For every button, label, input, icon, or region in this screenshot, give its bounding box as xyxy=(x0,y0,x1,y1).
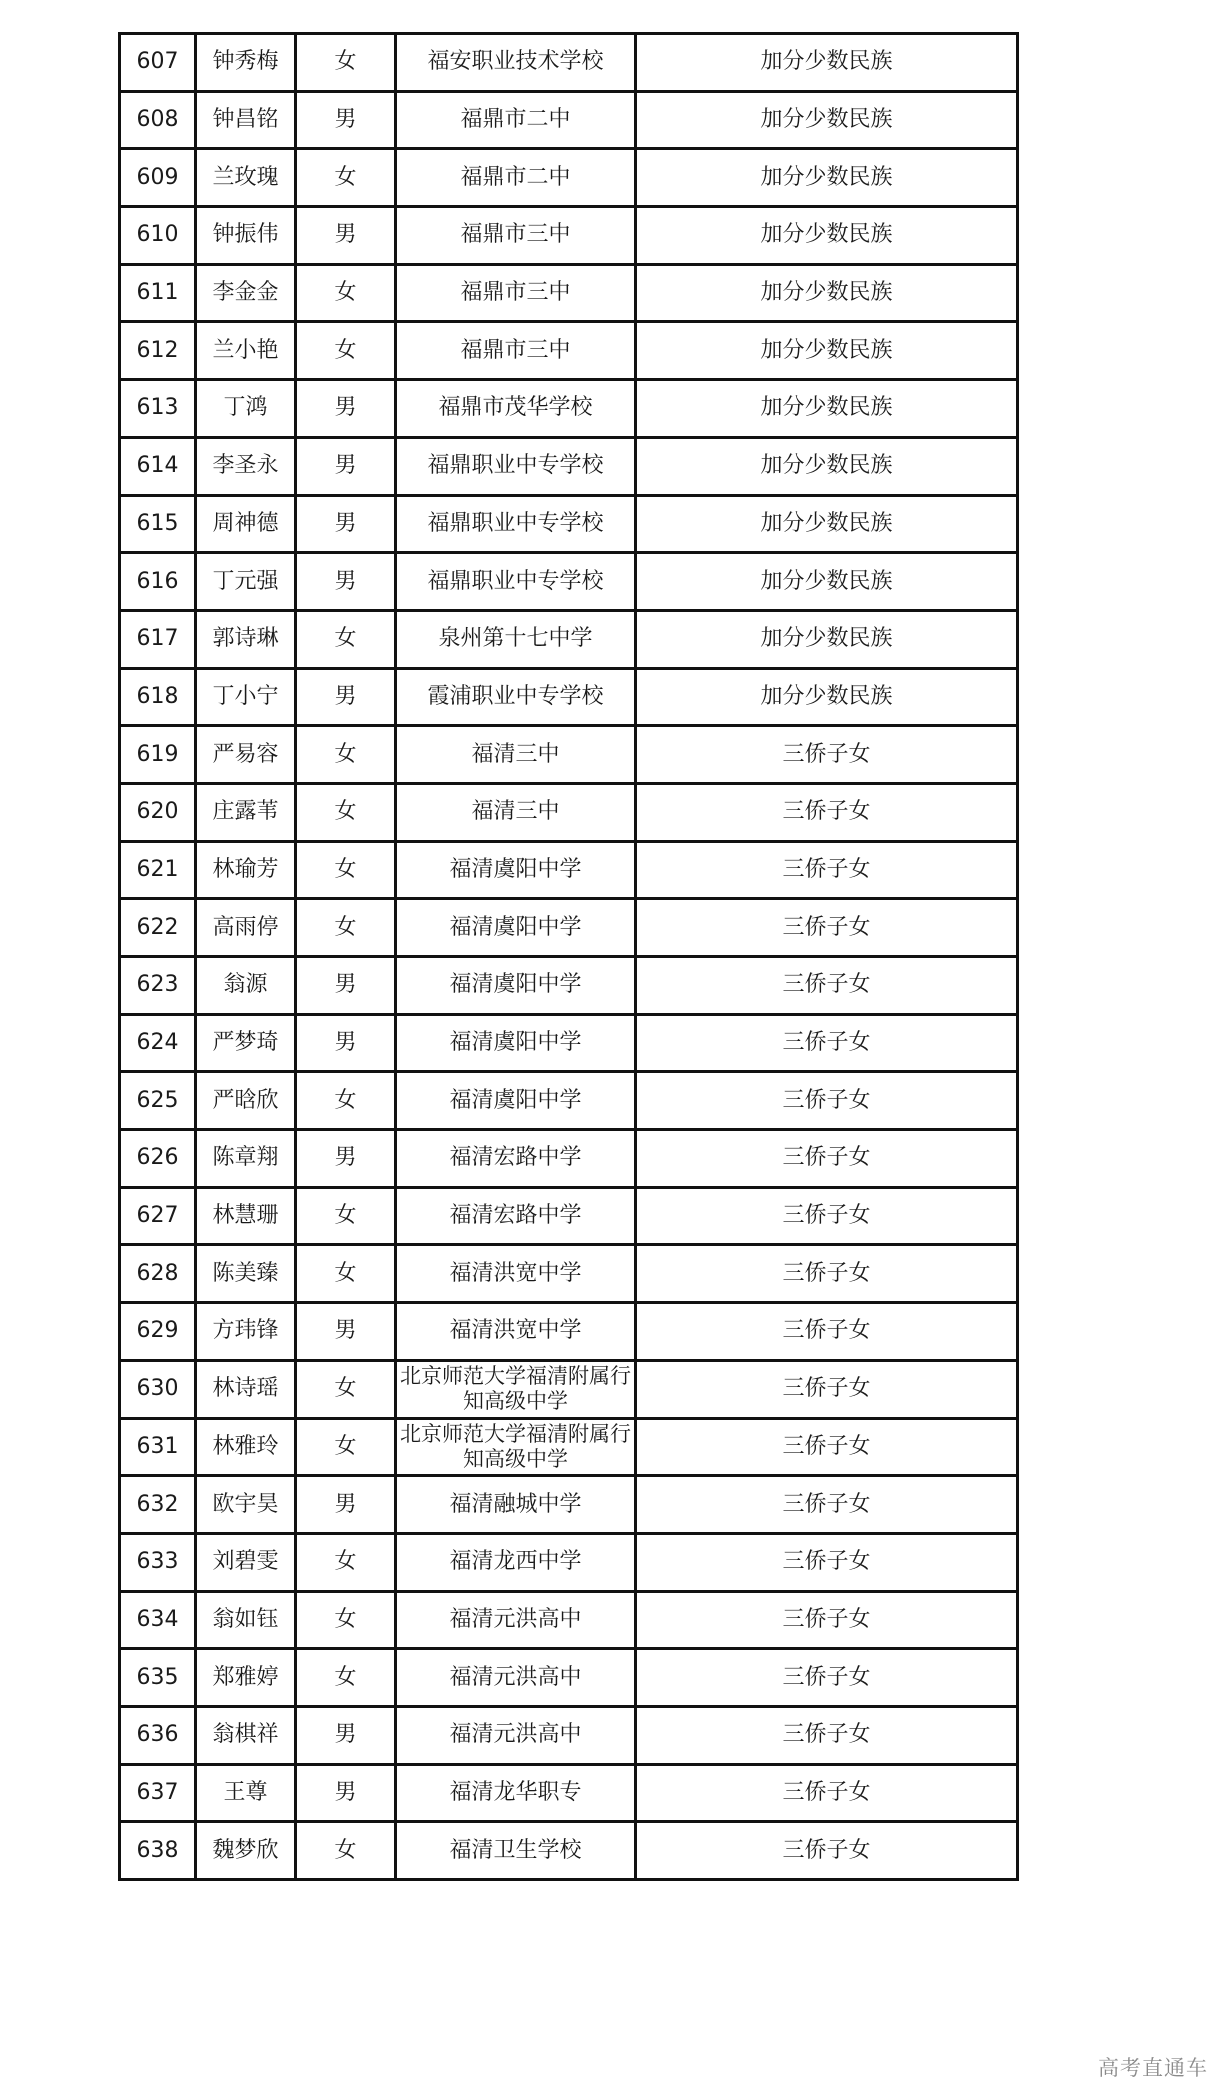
student-name-cell: 严晗欣 xyxy=(196,1072,296,1130)
school-cell: 福清宏路中学 xyxy=(396,1187,636,1245)
category-cell: 加分少数民族 xyxy=(636,380,1018,438)
category-cell: 三侨子女 xyxy=(636,1130,1018,1188)
serial-number-cell: 612 xyxy=(120,322,196,380)
table-row xyxy=(120,1418,1018,1476)
gender-cell: 女 xyxy=(296,149,396,207)
category-cell: 三侨子女 xyxy=(636,1360,1018,1418)
student-name-cell: 庄露苇 xyxy=(196,783,296,841)
serial-number-cell: 638 xyxy=(120,1822,196,1880)
gender-cell: 女 xyxy=(296,1187,396,1245)
table-row xyxy=(120,264,1018,322)
category-cell: 三侨子女 xyxy=(636,1418,1018,1476)
serial-number-cell: 617 xyxy=(120,610,196,668)
gender-cell: 男 xyxy=(296,91,396,149)
school-cell: 福鼎市二中 xyxy=(396,149,636,207)
school-cell: 北京师范大学福清附属行知高级中学 xyxy=(396,1360,636,1418)
school-cell: 福清元洪高中 xyxy=(396,1591,636,1649)
school-cell: 福鼎职业中专学校 xyxy=(396,553,636,611)
student-name-cell: 严易容 xyxy=(196,726,296,784)
table-row xyxy=(120,1187,1018,1245)
gender-cell: 女 xyxy=(296,1072,396,1130)
serial-number-cell: 630 xyxy=(120,1360,196,1418)
serial-number-cell: 624 xyxy=(120,1014,196,1072)
table-row xyxy=(120,1649,1018,1707)
serial-number-cell: 620 xyxy=(120,783,196,841)
student-name-cell: 钟振伟 xyxy=(196,207,296,265)
serial-number-cell: 616 xyxy=(120,553,196,611)
watermark-text: 高考直通车 xyxy=(1098,2056,1208,2080)
table-row xyxy=(120,1303,1018,1361)
school-cell: 福鼎市茂华学校 xyxy=(396,380,636,438)
serial-number-cell: 611 xyxy=(120,264,196,322)
student-name-cell: 郑雅婷 xyxy=(196,1649,296,1707)
serial-number-cell: 622 xyxy=(120,899,196,957)
category-cell: 三侨子女 xyxy=(636,1822,1018,1880)
table-row xyxy=(120,783,1018,841)
category-cell: 加分少数民族 xyxy=(636,553,1018,611)
school-cell: 福清宏路中学 xyxy=(396,1130,636,1188)
table-row xyxy=(120,322,1018,380)
school-cell: 福鼎市三中 xyxy=(396,264,636,322)
student-name-cell: 林慧珊 xyxy=(196,1187,296,1245)
school-cell: 福清虞阳中学 xyxy=(396,1014,636,1072)
school-cell: 福清虞阳中学 xyxy=(396,841,636,899)
serial-number-cell: 621 xyxy=(120,841,196,899)
student-name-cell: 高雨停 xyxy=(196,899,296,957)
student-name-cell: 林瑜芳 xyxy=(196,841,296,899)
school-cell: 福鼎职业中专学校 xyxy=(396,495,636,553)
school-cell: 福清龙西中学 xyxy=(396,1533,636,1591)
school-cell: 福清洪宽中学 xyxy=(396,1245,636,1303)
serial-number-cell: 619 xyxy=(120,726,196,784)
table-row xyxy=(120,495,1018,553)
school-cell: 霞浦职业中专学校 xyxy=(396,668,636,726)
category-cell: 三侨子女 xyxy=(636,1014,1018,1072)
category-cell: 加分少数民族 xyxy=(636,437,1018,495)
table-row xyxy=(120,1476,1018,1534)
roster-sheet xyxy=(118,32,1016,1881)
student-name-cell: 丁元强 xyxy=(196,553,296,611)
category-cell: 三侨子女 xyxy=(636,783,1018,841)
school-cell: 泉州第十七中学 xyxy=(396,610,636,668)
serial-number-cell: 637 xyxy=(120,1764,196,1822)
serial-number-cell: 608 xyxy=(120,91,196,149)
school-cell: 福鼎市二中 xyxy=(396,91,636,149)
serial-number-cell: 609 xyxy=(120,149,196,207)
category-cell: 三侨子女 xyxy=(636,726,1018,784)
table-row xyxy=(120,1360,1018,1418)
gender-cell: 女 xyxy=(296,1418,396,1476)
gender-cell: 男 xyxy=(296,553,396,611)
category-cell: 加分少数民族 xyxy=(636,495,1018,553)
serial-number-cell: 623 xyxy=(120,957,196,1015)
category-cell: 三侨子女 xyxy=(636,1476,1018,1534)
gender-cell: 女 xyxy=(296,322,396,380)
table-row xyxy=(120,149,1018,207)
table-row xyxy=(120,207,1018,265)
category-cell: 三侨子女 xyxy=(636,1072,1018,1130)
category-cell: 三侨子女 xyxy=(636,1764,1018,1822)
student-name-cell: 魏梦欣 xyxy=(196,1822,296,1880)
serial-number-cell: 627 xyxy=(120,1187,196,1245)
category-cell: 加分少数民族 xyxy=(636,322,1018,380)
category-cell: 加分少数民族 xyxy=(636,91,1018,149)
serial-number-cell: 628 xyxy=(120,1245,196,1303)
category-cell: 三侨子女 xyxy=(636,1649,1018,1707)
gender-cell: 男 xyxy=(296,957,396,1015)
school-cell: 福清三中 xyxy=(396,726,636,784)
school-cell: 福清虞阳中学 xyxy=(396,899,636,957)
category-cell: 三侨子女 xyxy=(636,899,1018,957)
student-name-cell: 陈章翔 xyxy=(196,1130,296,1188)
school-cell: 福鼎职业中专学校 xyxy=(396,437,636,495)
gender-cell: 女 xyxy=(296,1360,396,1418)
gender-cell: 女 xyxy=(296,264,396,322)
table-row xyxy=(120,1706,1018,1764)
gender-cell: 女 xyxy=(296,841,396,899)
student-name-cell: 兰玫瑰 xyxy=(196,149,296,207)
table-row xyxy=(120,1072,1018,1130)
student-name-cell: 兰小艳 xyxy=(196,322,296,380)
student-name-cell: 严梦琦 xyxy=(196,1014,296,1072)
serial-number-cell: 629 xyxy=(120,1303,196,1361)
student-name-cell: 欧宇昊 xyxy=(196,1476,296,1534)
student-name-cell: 钟秀梅 xyxy=(196,34,296,92)
school-cell: 福清龙华职专 xyxy=(396,1764,636,1822)
table-row xyxy=(120,91,1018,149)
gender-cell: 女 xyxy=(296,34,396,92)
serial-number-cell: 634 xyxy=(120,1591,196,1649)
category-cell: 加分少数民族 xyxy=(636,264,1018,322)
serial-number-cell: 633 xyxy=(120,1533,196,1591)
student-name-cell: 方玮锋 xyxy=(196,1303,296,1361)
serial-number-cell: 613 xyxy=(120,380,196,438)
serial-number-cell: 635 xyxy=(120,1649,196,1707)
gender-cell: 女 xyxy=(296,783,396,841)
student-name-cell: 翁如钰 xyxy=(196,1591,296,1649)
category-cell: 三侨子女 xyxy=(636,841,1018,899)
gender-cell: 男 xyxy=(296,1303,396,1361)
student-name-cell: 林诗瑶 xyxy=(196,1360,296,1418)
student-name-cell: 刘碧雯 xyxy=(196,1533,296,1591)
gender-cell: 女 xyxy=(296,610,396,668)
student-name-cell: 李金金 xyxy=(196,264,296,322)
table-row xyxy=(120,553,1018,611)
school-cell: 北京师范大学福清附属行知高级中学 xyxy=(396,1418,636,1476)
table-row xyxy=(120,841,1018,899)
gender-cell: 女 xyxy=(296,1533,396,1591)
student-name-cell: 周神德 xyxy=(196,495,296,553)
gender-cell: 男 xyxy=(296,1014,396,1072)
category-cell: 三侨子女 xyxy=(636,1706,1018,1764)
serial-number-cell: 618 xyxy=(120,668,196,726)
category-cell: 三侨子女 xyxy=(636,1245,1018,1303)
table-row xyxy=(120,899,1018,957)
gender-cell: 男 xyxy=(296,1764,396,1822)
school-cell: 福清元洪高中 xyxy=(396,1649,636,1707)
table-row xyxy=(120,1130,1018,1188)
roster-table-body xyxy=(120,34,1018,1880)
serial-number-cell: 625 xyxy=(120,1072,196,1130)
student-name-cell: 钟昌铭 xyxy=(196,91,296,149)
school-cell: 福清三中 xyxy=(396,783,636,841)
category-cell: 加分少数民族 xyxy=(636,149,1018,207)
table-row xyxy=(120,380,1018,438)
student-name-cell: 翁源 xyxy=(196,957,296,1015)
student-name-cell: 郭诗琳 xyxy=(196,610,296,668)
category-cell: 加分少数民族 xyxy=(636,668,1018,726)
category-cell: 三侨子女 xyxy=(636,1303,1018,1361)
category-cell: 加分少数民族 xyxy=(636,207,1018,265)
student-name-cell: 陈美臻 xyxy=(196,1245,296,1303)
table-row xyxy=(120,1591,1018,1649)
serial-number-cell: 636 xyxy=(120,1706,196,1764)
category-cell: 加分少数民族 xyxy=(636,610,1018,668)
gender-cell: 女 xyxy=(296,1649,396,1707)
category-cell: 三侨子女 xyxy=(636,1591,1018,1649)
school-cell: 福清虞阳中学 xyxy=(396,1072,636,1130)
gender-cell: 男 xyxy=(296,1476,396,1534)
table-row xyxy=(120,437,1018,495)
serial-number-cell: 626 xyxy=(120,1130,196,1188)
category-cell: 三侨子女 xyxy=(636,1533,1018,1591)
serial-number-cell: 614 xyxy=(120,437,196,495)
gender-cell: 女 xyxy=(296,1245,396,1303)
table-row xyxy=(120,1014,1018,1072)
table-row xyxy=(120,668,1018,726)
gender-cell: 男 xyxy=(296,495,396,553)
serial-number-cell: 610 xyxy=(120,207,196,265)
student-name-cell: 李圣永 xyxy=(196,437,296,495)
school-cell: 福清元洪高中 xyxy=(396,1706,636,1764)
table-row xyxy=(120,610,1018,668)
school-cell: 福鼎市三中 xyxy=(396,322,636,380)
table-row xyxy=(120,1764,1018,1822)
serial-number-cell: 607 xyxy=(120,34,196,92)
table-row xyxy=(120,1822,1018,1880)
student-name-cell: 翁棋祥 xyxy=(196,1706,296,1764)
table-row xyxy=(120,1533,1018,1591)
gender-cell: 男 xyxy=(296,1130,396,1188)
category-cell: 三侨子女 xyxy=(636,1187,1018,1245)
school-cell: 福清洪宽中学 xyxy=(396,1303,636,1361)
serial-number-cell: 615 xyxy=(120,495,196,553)
category-cell: 三侨子女 xyxy=(636,957,1018,1015)
serial-number-cell: 631 xyxy=(120,1418,196,1476)
school-cell: 福清融城中学 xyxy=(396,1476,636,1534)
category-cell: 加分少数民族 xyxy=(636,34,1018,92)
gender-cell: 女 xyxy=(296,1822,396,1880)
serial-number-cell: 632 xyxy=(120,1476,196,1534)
roster-table xyxy=(118,32,1019,1881)
student-name-cell: 丁鸿 xyxy=(196,380,296,438)
school-cell: 福鼎市三中 xyxy=(396,207,636,265)
table-row xyxy=(120,957,1018,1015)
table-row xyxy=(120,34,1018,92)
student-name-cell: 王尊 xyxy=(196,1764,296,1822)
student-name-cell: 林雅玲 xyxy=(196,1418,296,1476)
school-cell: 福清卫生学校 xyxy=(396,1822,636,1880)
gender-cell: 男 xyxy=(296,668,396,726)
gender-cell: 女 xyxy=(296,726,396,784)
gender-cell: 男 xyxy=(296,207,396,265)
student-name-cell: 丁小宁 xyxy=(196,668,296,726)
school-cell: 福清虞阳中学 xyxy=(396,957,636,1015)
table-row xyxy=(120,1245,1018,1303)
table-row xyxy=(120,726,1018,784)
school-cell: 福安职业技术学校 xyxy=(396,34,636,92)
gender-cell: 男 xyxy=(296,437,396,495)
gender-cell: 男 xyxy=(296,1706,396,1764)
gender-cell: 女 xyxy=(296,1591,396,1649)
gender-cell: 女 xyxy=(296,899,396,957)
gender-cell: 男 xyxy=(296,380,396,438)
